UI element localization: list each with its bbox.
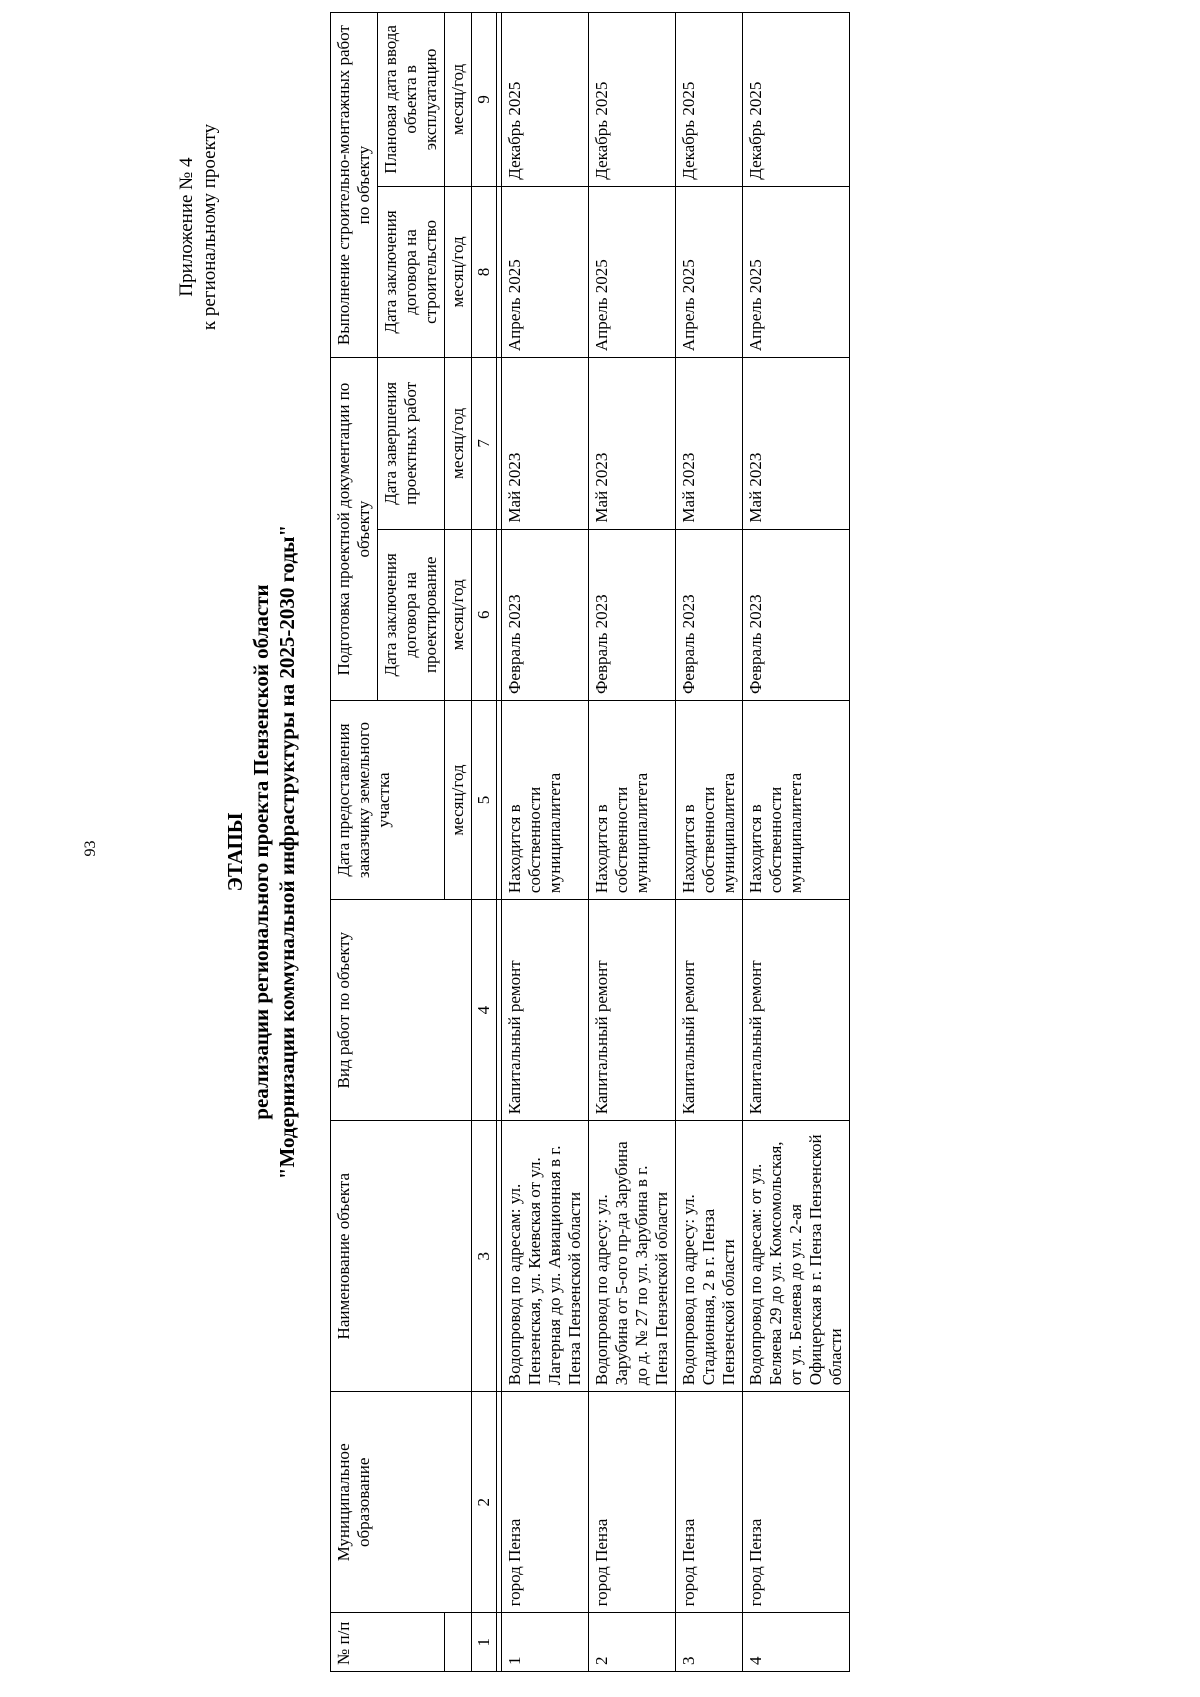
cell-work-type: Капитальный ремонт <box>502 900 589 1121</box>
cell-construction-contract: Апрель 2025 <box>502 186 589 357</box>
cell-work-type: Капитальный ремонт <box>589 900 676 1121</box>
stages-table <box>330 12 850 1672</box>
col-number: 1 <box>472 1613 497 1672</box>
cell-num: 3 <box>676 1613 743 1672</box>
header-work-type: Вид работ по объекту <box>331 900 472 1121</box>
cell-object-name: Водопровод по адресам: ул. Пензенская, ул. Киевская от ул. Лагерная до ул. Авиационная в г. Пенза Пензенской области <box>502 1121 589 1392</box>
cell-municipality: город Пенза <box>502 1392 589 1613</box>
title-line-3: "Модернизации коммунальной инфраструктуры на 2025-2030 годы" <box>275 524 299 1180</box>
cell-design-complete: Май 2023 <box>502 358 589 529</box>
cell-work-type: Капитальный ремонт <box>676 900 743 1121</box>
cell-design-complete: Май 2023 <box>676 358 743 529</box>
col-number: 2 <box>472 1392 497 1613</box>
table-row <box>502 13 589 1672</box>
header-design-group: Подготовка проектной документации по объекту <box>331 358 378 701</box>
cell-commissioning: Декабрь 2025 <box>743 13 850 187</box>
cell-design-contract: Февраль 2023 <box>743 529 850 700</box>
header-construction-contract: Дата заключения договора на строительство <box>378 186 445 357</box>
unit-commissioning: месяц/год <box>445 13 472 187</box>
column-numbers-row <box>472 13 497 1672</box>
cell-object-name: Водопровод по адресу: ул. Стадионная, 2 в г. Пенза Пензенской области <box>676 1121 743 1392</box>
cell-land: Находится в собственности муниципалитета <box>676 701 743 900</box>
cell-municipality: город Пенза <box>676 1392 743 1613</box>
header-row-1 <box>331 13 378 1672</box>
col-number: 8 <box>472 186 497 357</box>
title-line-1: ЭТАПЫ <box>223 812 247 892</box>
cell-design-contract: Февраль 2023 <box>502 529 589 700</box>
appendix-line-2: к региональному проекту <box>199 123 220 331</box>
table-row <box>676 13 743 1672</box>
col-number: 9 <box>472 13 497 187</box>
cell-construction-contract: Апрель 2025 <box>743 186 850 357</box>
unit-empty <box>445 1613 472 1672</box>
unit-design-contract: месяц/год <box>445 529 472 700</box>
cell-commissioning: Декабрь 2025 <box>589 13 676 187</box>
cell-municipality: город Пенза <box>743 1392 850 1613</box>
cell-land: Находится в собственности муниципалитета <box>502 701 589 900</box>
table-row <box>743 13 850 1672</box>
col-number: 6 <box>472 529 497 700</box>
page-number: 93 <box>82 840 99 857</box>
cell-design-contract: Февраль 2023 <box>676 529 743 700</box>
cell-object-name: Водопровод по адресам: от ул. Беляева 29 до ул. Комсомольская, от ул. Беляева до ул. 2-ая Офицерская в г. Пенза Пензенской области <box>743 1121 850 1392</box>
appendix-label <box>175 57 221 397</box>
cell-num: 1 <box>502 1613 589 1672</box>
cell-commissioning: Декабрь 2025 <box>502 13 589 187</box>
cell-work-type: Капитальный ремонт <box>743 900 850 1121</box>
cell-construction-contract: Апрель 2025 <box>589 186 676 357</box>
header-design-complete: Дата завершения проектных работ <box>378 358 445 529</box>
col-number: 7 <box>472 358 497 529</box>
appendix-line-1: Приложение № 4 <box>176 157 197 297</box>
table-row <box>589 13 676 1672</box>
cell-design-contract: Февраль 2023 <box>589 529 676 700</box>
cell-design-complete: Май 2023 <box>589 358 676 529</box>
col-number: 3 <box>472 1121 497 1392</box>
cell-num: 4 <box>743 1613 850 1672</box>
unit-construction-contract: месяц/год <box>445 186 472 357</box>
col-number: 5 <box>472 701 497 900</box>
cell-num: 2 <box>589 1613 676 1672</box>
header-construction-group: Выполнение строительно-монтажных работ по объекту <box>331 13 378 358</box>
header-num: № п/п <box>331 1613 445 1672</box>
header-design-contract: Дата заключения договора на проектирование <box>378 529 445 700</box>
cell-commissioning: Декабрь 2025 <box>676 13 743 187</box>
cell-design-complete: Май 2023 <box>743 358 850 529</box>
unit-land-date: месяц/год <box>445 701 472 900</box>
cell-construction-contract: Апрель 2025 <box>676 186 743 357</box>
header-commissioning: Плановая дата ввода объекта в эксплуатацию <box>378 13 445 187</box>
cell-land: Находится в собственности муниципалитета <box>743 701 850 900</box>
title-line-2: реализации регионального проекта Пензенской области <box>249 584 273 1120</box>
header-municipality: Муниципальное образование <box>331 1392 472 1613</box>
col-number: 4 <box>472 900 497 1121</box>
cell-land: Находится в собственности муниципалитета <box>589 701 676 900</box>
header-land-date: Дата предоставления заказчику земельного участка <box>331 701 445 900</box>
cell-object-name: Водопровод по адресу: ул. Зарубина от 5-ого пр-да Зарубина до д. № 27 по ул. Зарубина в г. Пенза Пензенской области <box>589 1121 676 1392</box>
cell-municipality: город Пенза <box>589 1392 676 1613</box>
unit-design-complete: месяц/год <box>445 358 472 529</box>
document-title <box>222 207 300 1497</box>
header-object-name: Наименование объекта <box>331 1121 472 1392</box>
